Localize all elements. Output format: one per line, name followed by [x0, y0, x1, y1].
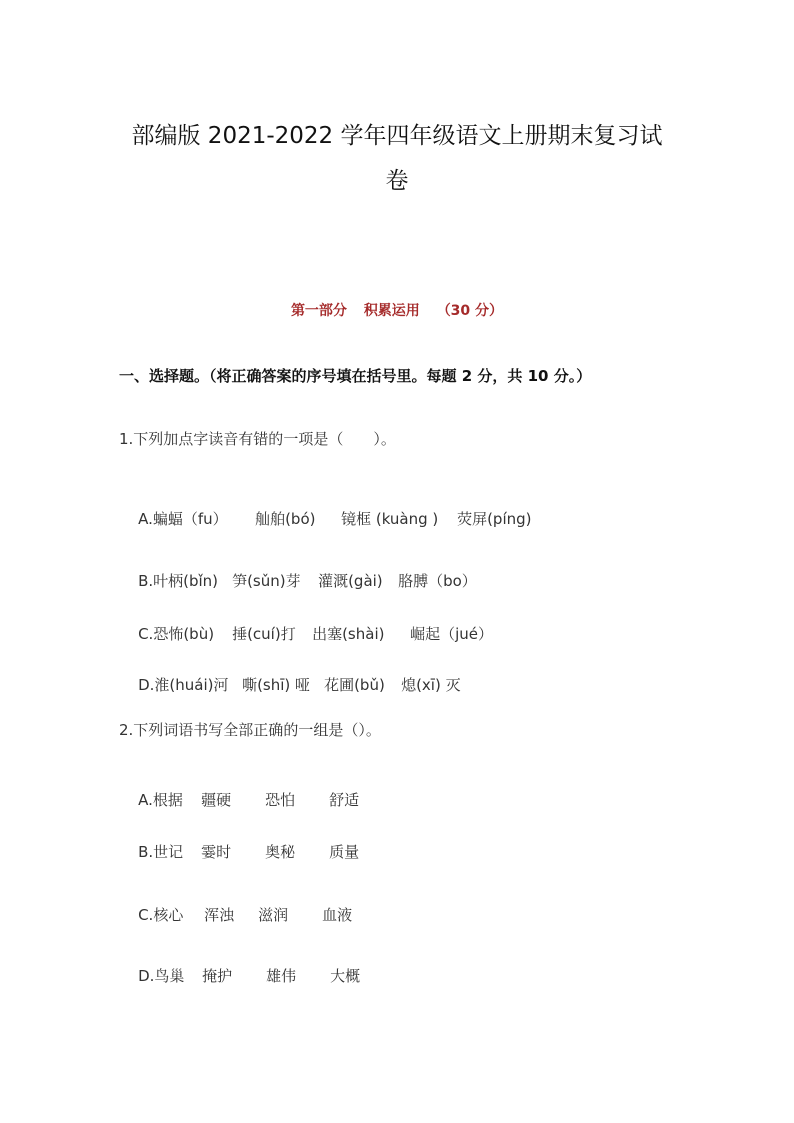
option-item: B.世记: [138, 843, 184, 861]
option-item: D.鸟巢: [138, 967, 185, 985]
option-item: B.叶柄(bǐn): [138, 572, 219, 590]
option-item: 灌溉(gài): [318, 572, 383, 590]
option-item: 奥秘: [265, 843, 296, 861]
option-item: 荧屏(píng): [457, 510, 532, 528]
question-2-stem: 2.下列词语书写全部正确的一组是（）。: [119, 721, 381, 739]
question-group-heading: 一、选择题。（将正确答案的序号填在括号里。每题 2 分，共 10 分。）: [119, 367, 592, 385]
question-1-option-c: [119, 605, 493, 662]
section-heading: [0, 300, 794, 320]
option-item: 镜框 (kuàng ): [341, 510, 439, 528]
option-item: 舒适: [329, 791, 360, 809]
option-item: 崛起（jué）: [410, 625, 493, 643]
option-item: 熄(xī) 灭: [401, 676, 461, 694]
question-2-option-d: [119, 947, 360, 1004]
question-1-option-a: [119, 490, 532, 547]
option-item: C.核心: [138, 906, 184, 924]
option-item: 笋(sǔn)芽: [232, 572, 301, 590]
option-item: 舢舶(bó): [255, 510, 316, 528]
question-1-stem: 1.下列加点字读音有错的一项是（ ）。: [119, 430, 396, 448]
option-item: D.淮(huái)河: [138, 676, 229, 694]
option-item: 花圃(bǔ): [324, 676, 385, 694]
document-title-line-1: 部编版 2021-2022 学年四年级语文上册期末复习试: [131, 123, 663, 149]
option-item: 浑浊: [204, 906, 235, 924]
question-1-option-b: [119, 552, 477, 609]
question-2-option-c: [119, 886, 352, 943]
option-item: 雄伟: [266, 967, 297, 985]
option-item: 滋润: [258, 906, 289, 924]
option-item: 恐怕: [265, 791, 296, 809]
question-1-option-d: [119, 656, 461, 713]
option-item: 血液: [322, 906, 353, 924]
option-item: A.根据: [138, 791, 183, 809]
option-item: C.恐怖(bù): [138, 625, 215, 643]
option-item: 霎时: [201, 843, 232, 861]
option-item: 胳膊（bo）: [398, 572, 477, 590]
option-item: 掩护: [202, 967, 233, 985]
question-2-option-b: [119, 823, 359, 880]
question-2-option-a: [119, 771, 359, 828]
section-name: 积累运用: [363, 303, 420, 319]
option-item: 质量: [329, 843, 360, 861]
option-item: 嘶(shī) 哑: [242, 676, 311, 694]
section-score: （30 分）: [436, 303, 504, 319]
option-item: 出塞(shài): [312, 625, 385, 643]
section-part: 第一部分: [290, 303, 347, 319]
option-item: 大概: [330, 967, 361, 985]
option-item: A.蝙蝠（fu）: [138, 510, 228, 528]
option-item: 捶(cuí)打: [232, 625, 296, 643]
document-title-line-2: 卷: [385, 168, 409, 194]
option-item: 疆硬: [201, 791, 232, 809]
